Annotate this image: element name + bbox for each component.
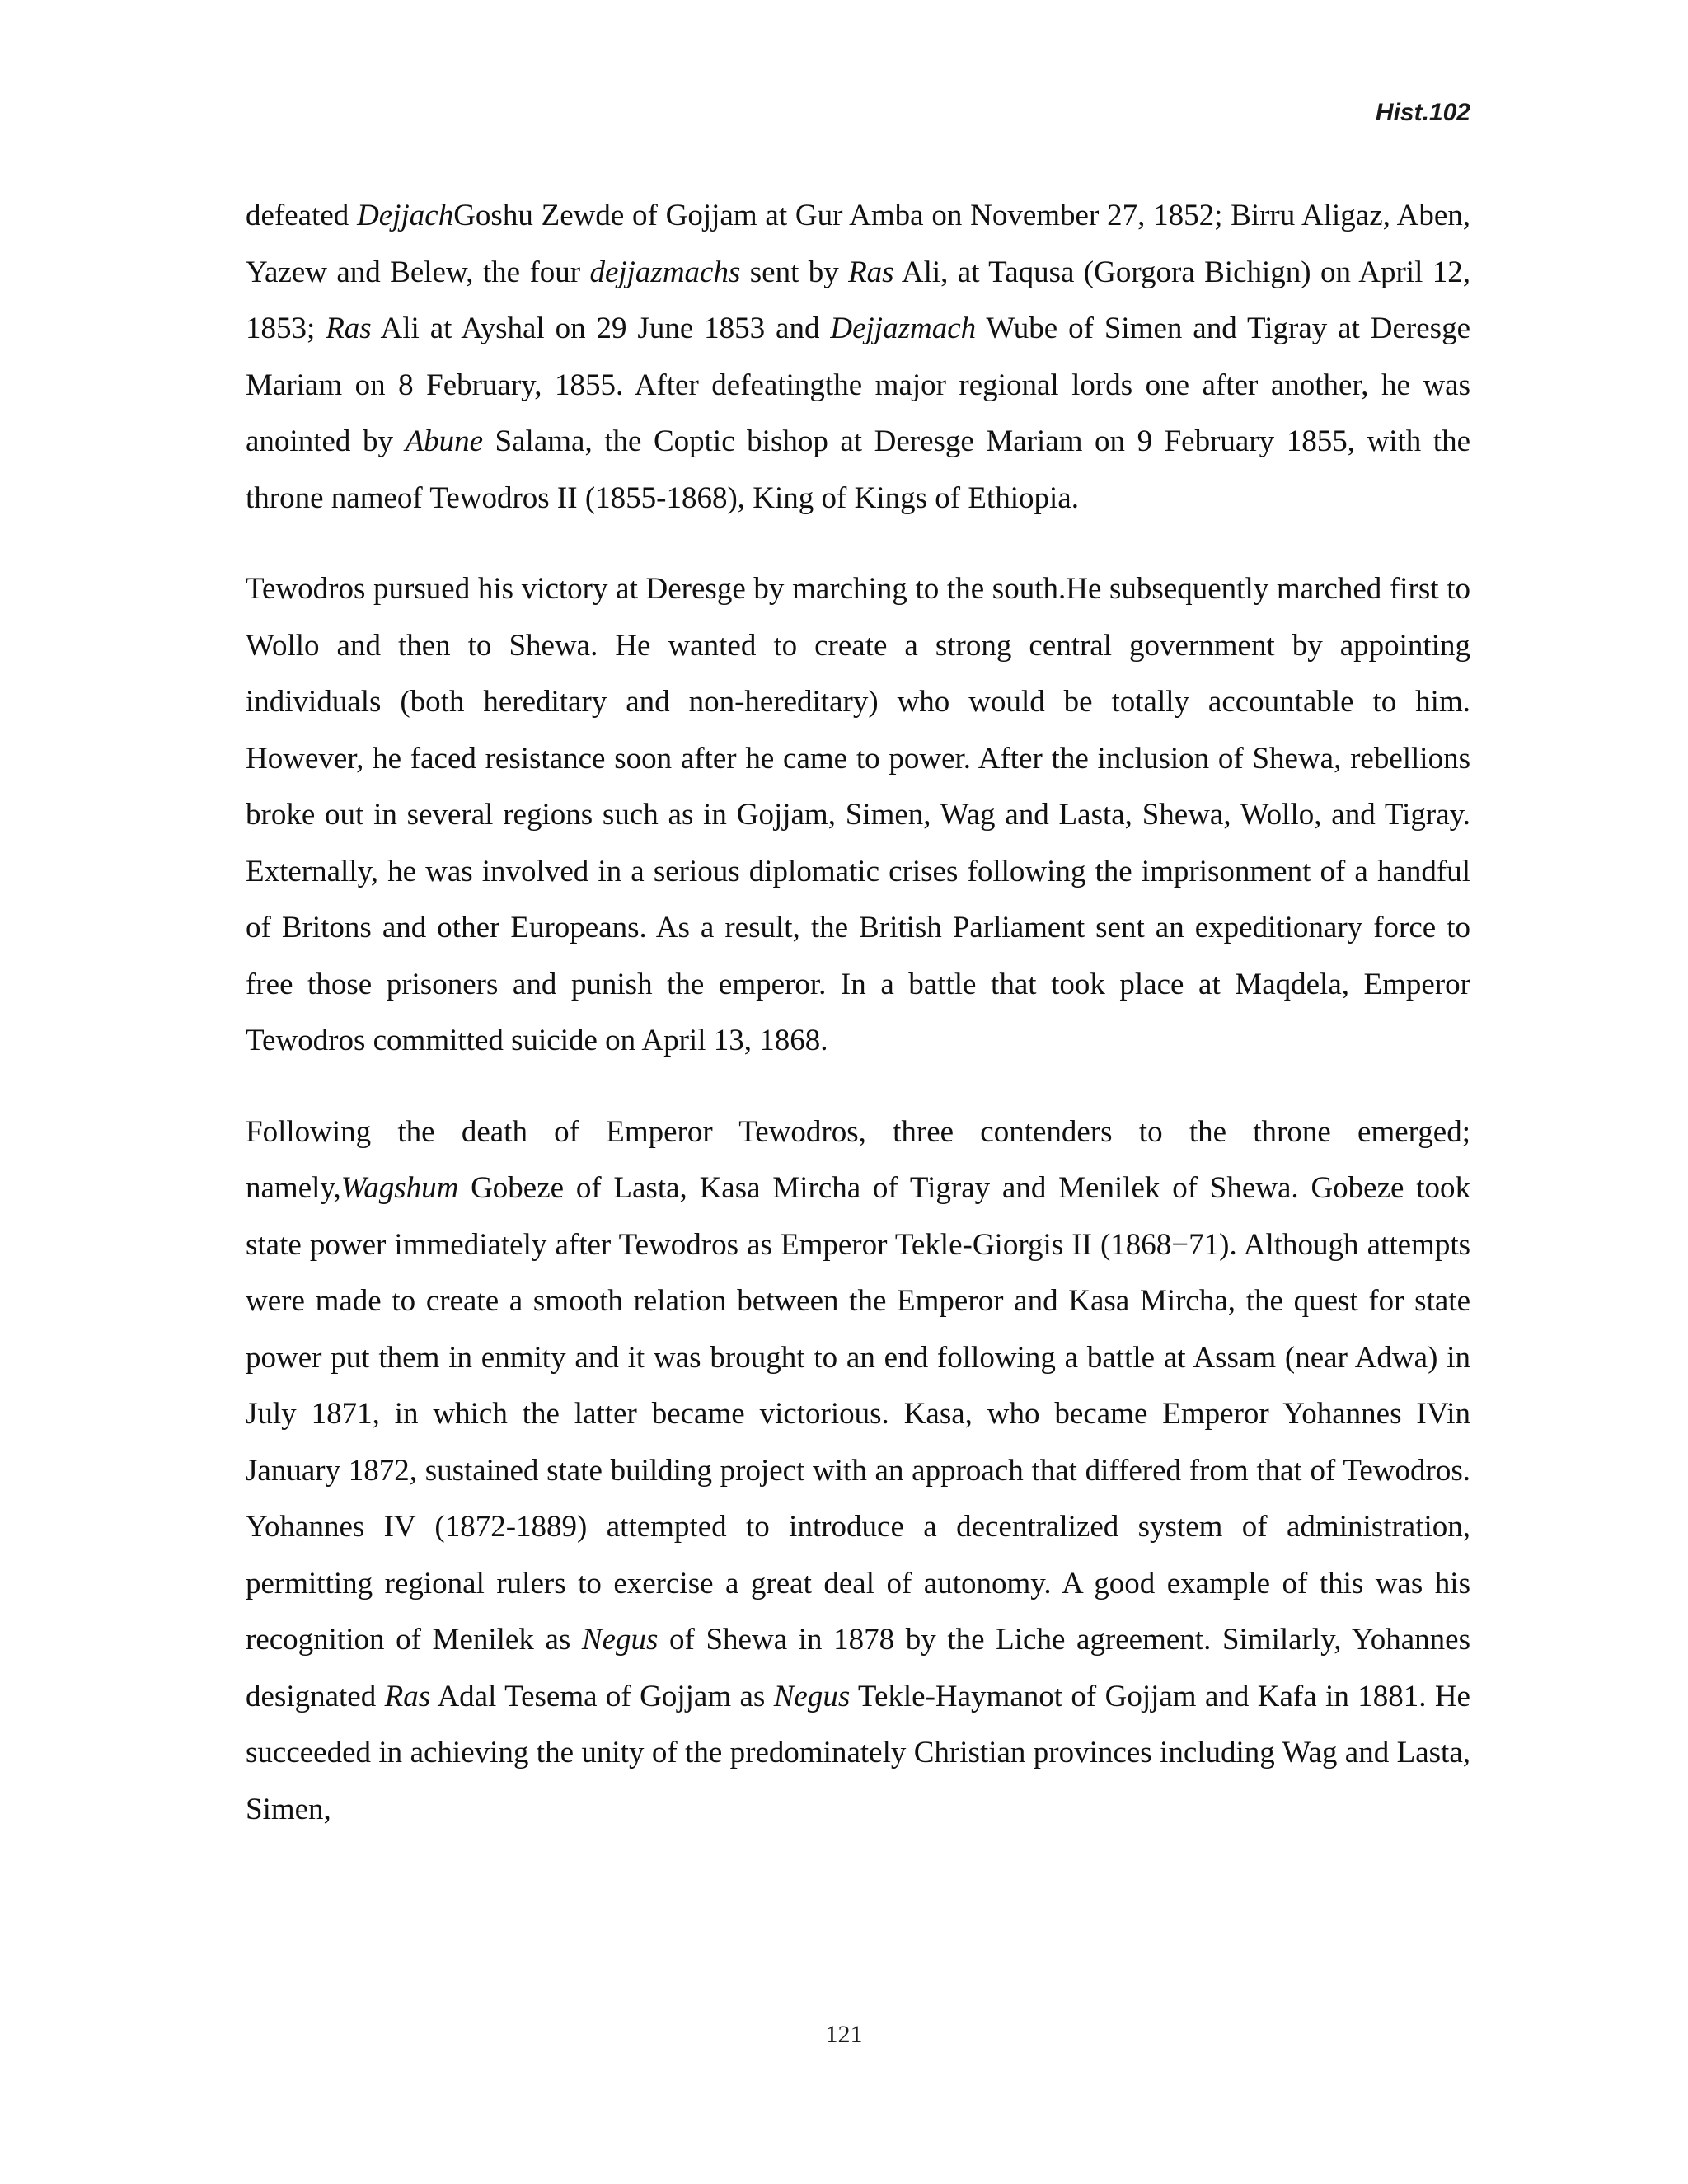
text-run: Tekle-Haymanot of Gojjam and Kafa in 1881. He succeeded in achieving the unity of the predominately Christian provinces including Wag and Lasta, Simen,	[246, 1679, 1470, 1826]
text-run: Goshu Zewde of Gojjam at Gur Amba on November 27, 1852; Birru Aligaz, Aben, Yazew and Belew, the four	[246, 199, 1470, 289]
italic-term: Negus	[773, 1679, 851, 1713]
body-text	[246, 188, 1470, 1872]
italic-term: dejjazmachs	[589, 255, 741, 289]
italic-term: Wagshum	[340, 1171, 459, 1205]
italic-term: Ras	[326, 312, 372, 345]
italic-term: Negus	[581, 1623, 659, 1657]
page-number: 121	[825, 2021, 863, 2048]
italic-term: Ras	[384, 1679, 431, 1713]
text-run: Adal Tesema of Gojjam as	[430, 1679, 774, 1713]
paragraph	[246, 561, 1470, 1070]
text-run: of Shewa in 1878 by the Liche agreement. Similarly, Yohannes designated	[246, 1623, 1471, 1713]
running-header: Hist.102	[1375, 99, 1470, 126]
text-run: Ali at Ayshal on 29 June 1853 and	[371, 312, 831, 345]
text-run: defeated	[246, 199, 358, 232]
italic-term: Abune	[405, 424, 484, 458]
text-run: Ali, at Taqusa (Gorgora Bichign) on April 12, 1853;	[246, 255, 1470, 345]
italic-term: Ras	[848, 255, 894, 289]
text-run: sent by	[740, 255, 849, 289]
italic-term: Dejjach	[357, 199, 454, 232]
text-run: Salama, the Coptic bishop at Deresge Mariam on 9 February 1855, with the throne nameof Tewodros II (1855-1868), King of Kings of Ethiopia.	[246, 424, 1471, 515]
text-run: Gobeze of Lasta, Kasa Mircha of Tigray and Menilek of Shewa. Gobeze took state power immediately after Tewodros as Emperor Tekle-Giorgis II (1868−71). Although attempts were made to create a smooth relation between the Emperor and Kasa Mircha, the quest for state power put them in enmity and it was brought to an end following a battle at Assam (near Adwa) in July 1871, in which the latter became victorious. Kasa, who became Emperor Yohannes IVin January 1872, sustained state building project with an approach that differed from that of Tewodros. Yohannes IV (1872-1889) attempted to introduce a decentralized system of administration, permitting regional rulers to exercise a great deal of autonomy. A good example of this was his recognition of Menilek as	[246, 1171, 1470, 1657]
paragraph	[246, 1104, 1470, 1839]
text-run: Following the death of Emperor Tewodros, three contenders to the throne emerged; namely,	[246, 1114, 1470, 1205]
text-run: Tewodros pursued his victory at Deresge by marching to the south.He subsequently marched first to Wollo and then to Shewa. He wanted to create a strong central government by appointing individuals (both hereditary and non-hereditary) who would be totally accountable to him. However, he faced resistance soon after he came to power. After the inclusion of Shewa, rebellions broke out in several regions such as in Gojjam, Simen, Wag and Lasta, Shewa, Wollo, and Tigray. Externally, he was involved in a serious diplomatic crises following the imprisonment of a handful of Britons and other Europeans. As a result, the British Parliament sent an expeditionary force to free those prisoners and punish the emperor. In a battle that took place at Maqdela, Emperor Tewodros committed suicide on April 13, 1868.	[246, 572, 1470, 1057]
paragraph	[246, 188, 1470, 527]
italic-term: Dejjazmach	[830, 312, 977, 345]
text-run: Wube of Simen and Tigray at Deresge Mariam on 8 February, 1855. After defeatingthe major regional lords one after another, he was anointed by	[246, 312, 1470, 458]
